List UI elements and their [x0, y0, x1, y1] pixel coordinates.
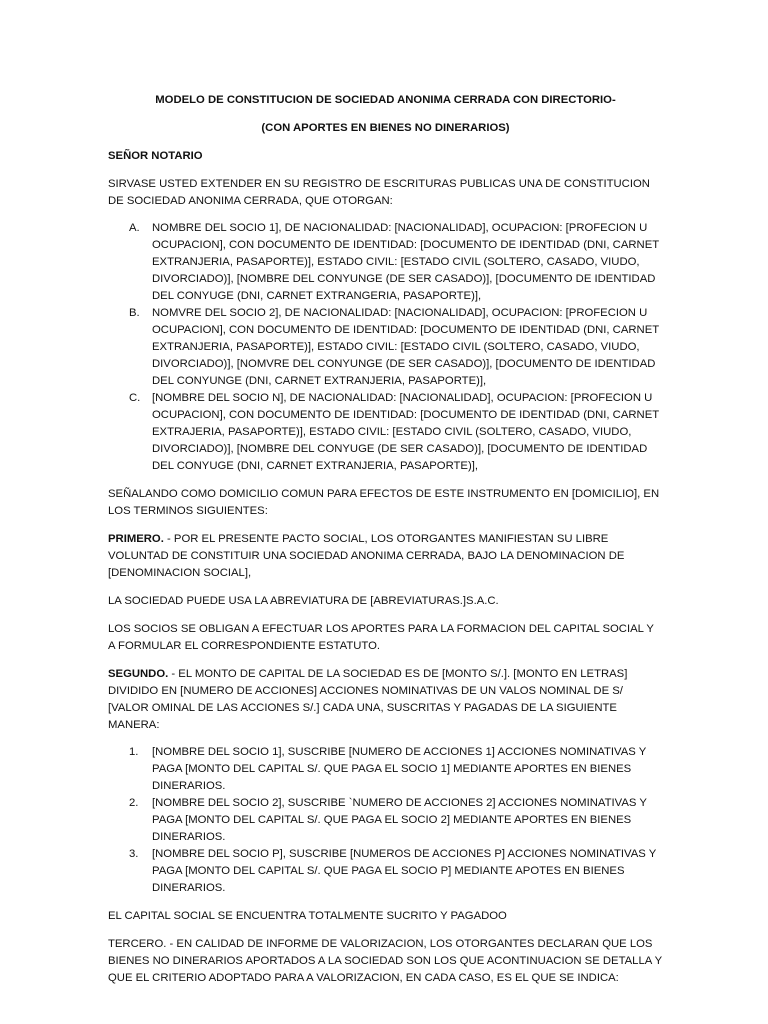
list-item-text: [NOMBRE DEL SOCIO 2], SUSCRIBE `NUMERO DE ACCIONES 2] ACCIONES NOMINATIVAS Y PAGA [MONTO DEL CAPITAL S/. QUE PAGA EL SOCIO 2] MEDIANTE APORTES EN BIENES DINERARIOS. — [152, 797, 647, 843]
list-item — [108, 846, 663, 897]
list-item-text: [NOMBRE DEL SOCIO P], SUSCRIBE [NUMEROS DE ACCIONES P] ACCIONES NOMINATIVAS Y PAGA [MONTO DEL CAPITAL S/. QUE PAGA EL SOCIO P] MEDIANTE APOTES EN BIENES DINERARIOS. — [152, 848, 657, 894]
list-item — [108, 220, 663, 305]
domicilio-paragraph: SEÑALANDO COMO DOMICILIO COMUN PARA EFECTOS DE ESTE INSTRUMENTO EN [DOMICILIO], EN LOS TERMINOS SIGUIENTES: — [108, 488, 660, 517]
clause-label: SEGUNDO. — [108, 668, 169, 680]
clause-text: - POR EL PRESENTE PACTO SOCIAL, LOS OTORGANTES MANIFIESTAN SU LIBRE VOLUNTAD DE CONSTITUIR UNA SOCIEDAD ANONIMA CERRADA, BAJO LA DENOMINACION DE [DENOMINACION SOCIAL], — [108, 533, 625, 579]
document-title: MODELO DE CONSTITUCION DE SOCIEDAD ANONIMA CERRADA CON DIRECTORIO- — [155, 94, 616, 106]
list-item-text: [NOMBRE DEL SOCIO N], DE NACIONALIDAD: [NACIONALIDAD], OCUPACION: [PROFECION U OCUPACION], CON DOCUMENTO DE IDENTIDAD: [DOCUMENTO DE IDENTIDAD (DNI, CARNET EXTRAJERIA, PASAPORTE)], ESTADO CIVIL: [ESTADO CIVIL (SOLTERO, CASADO, VIUDO, DIVORCIADO)], [NOMBRE DEL CONYUGE (DE SER CASADO)], [DOCUMENTO DE IDENTIDAD DEL CONYUGE (DNI, CARNET EXTRANJERIA, PASAPORTE)], — [152, 392, 659, 472]
list-marker: 3. — [129, 848, 139, 860]
capital-pagado-paragraph: EL CAPITAL SOCIAL SE ENCUENTRA TOTALMENTE SUCRITO Y PAGADOO — [108, 910, 507, 922]
suscripciones-list — [108, 744, 663, 897]
list-item — [108, 390, 663, 475]
list-item-text: NOMVRE DEL SOCIO 2], DE NACIONALIDAD: [NACIONALIDAD], OCUPACION: [PROFECION U OCUPACION], CON DOCUMENTO DE IDENTIDAD: [DOCUMENTO DE IDENTIDAD (DNI, CARNET EXTRANJERIA, PASAPORTE)], ESTADO CIVIL: [ESTADO CIVIL (SOLTERO, CASADO, VIUDO, DIVORCIADO)], [NOMVRE DEL CONYUNGE (DE SER CASADO)], [DOCUMENTO DE IDENTIDAD DEL CONYUNGE (DNI, CARNET EXTRANJERIA, PASAPORTE)], — [152, 307, 659, 387]
list-marker: C. — [129, 392, 141, 404]
aportes-paragraph: LOS SOCIOS SE OBLIGAN A EFECTUAR LOS APORTES PARA LA FORMACION DEL CAPITAL SOCIAL Y A FORMULAR EL CORRESPONDIENTE ESTATUTO. — [108, 623, 654, 652]
list-marker: A. — [129, 222, 140, 234]
list-marker: B. — [129, 307, 140, 319]
clause-text: - EL MONTO DE CAPITAL DE LA SOCIEDAD ES DE [MONTO S/.]. [MONTO EN LETRAS] DIVIDIDO EN [NUMERO DE ACCIONES] ACCIONES NOMINATIVAS DE UN VALOS NOMINAL DE S/ [VALOR OMINAL DE LAS ACCIONES S/.] CADA UNA, SUSCRITAS Y PAGADAS DE LA SIGUIENTE MANERA: — [108, 668, 628, 731]
list-item-text: [NOMBRE DEL SOCIO 1], SUSCRIBE [NUMERO DE ACCIONES 1] ACCIONES NOMINATIVAS Y PAGA [MONTO DEL CAPITAL S/. QUE PAGA EL SOCIO 1] MEDIANTE APORTES EN BIENES DINERARIOS. — [152, 746, 647, 792]
primero-paragraph — [108, 531, 663, 582]
segundo-paragraph — [108, 666, 663, 734]
list-item — [108, 795, 663, 846]
list-item-text: NOMBRE DEL SOCIO 1], DE NACIONALIDAD: [NACIONALIDAD], OCUPACION: [PROFECION U OCUPACION], CON DOCUMENTO DE IDENTIDAD: [DOCUMENTO DE IDENTIDAD (DNI, CARNET EXTRANJERIA, PASAPORTE)], ESTADO CIVIL: [ESTADO CIVIL (SOLTERO, CASADO, VIUDO, DIVORCIADO)], [NOMBRE DEL CONYUNGE (DE SER CASADO)], [DOCUMENTO DE IDENTIDAD DEL CONYUGE (DNI, CARNET EXTRANGERIA, PASAPORTE)], — [152, 222, 659, 302]
list-item — [108, 744, 663, 795]
document-subtitle: (CON APORTES EN BIENES NO DINERARIOS) — [261, 122, 510, 134]
tercero-paragraph: TERCERO. - EN CALIDAD DE INFORME DE VALORIZACION, LOS OTORGANTES DECLARAN QUE LOS BIENES NO DINERARIOS APORTADOS A LA SOCIEDAD SON LOS QUE ACONTINUACION SE DETALLA Y QUE EL CRITERIO ADOPTADO PARA A VALORIZACION, EN CADA CASO, ES EL QUE SE INDICA: — [108, 938, 662, 984]
list-marker: 1. — [129, 746, 139, 758]
list-item — [108, 305, 663, 390]
addressee: SEÑOR NOTARIO — [108, 150, 203, 162]
intro-paragraph: SIRVASE USTED EXTENDER EN SU REGISTRO DE ESCRITURAS PUBLICAS UNA DE CONSTITUCION DE SOCIEDAD ANONIMA CERRADA, QUE OTORGAN: — [108, 178, 650, 207]
document-body — [108, 92, 663, 998]
socios-list — [108, 220, 663, 475]
list-marker: 2. — [129, 797, 139, 809]
clause-label: PRIMERO. — [108, 533, 164, 545]
abreviatura-paragraph: LA SOCIEDAD PUEDE USA LA ABREVIATURA DE [ABREVIATURAS.]S.A.C. — [108, 595, 499, 607]
